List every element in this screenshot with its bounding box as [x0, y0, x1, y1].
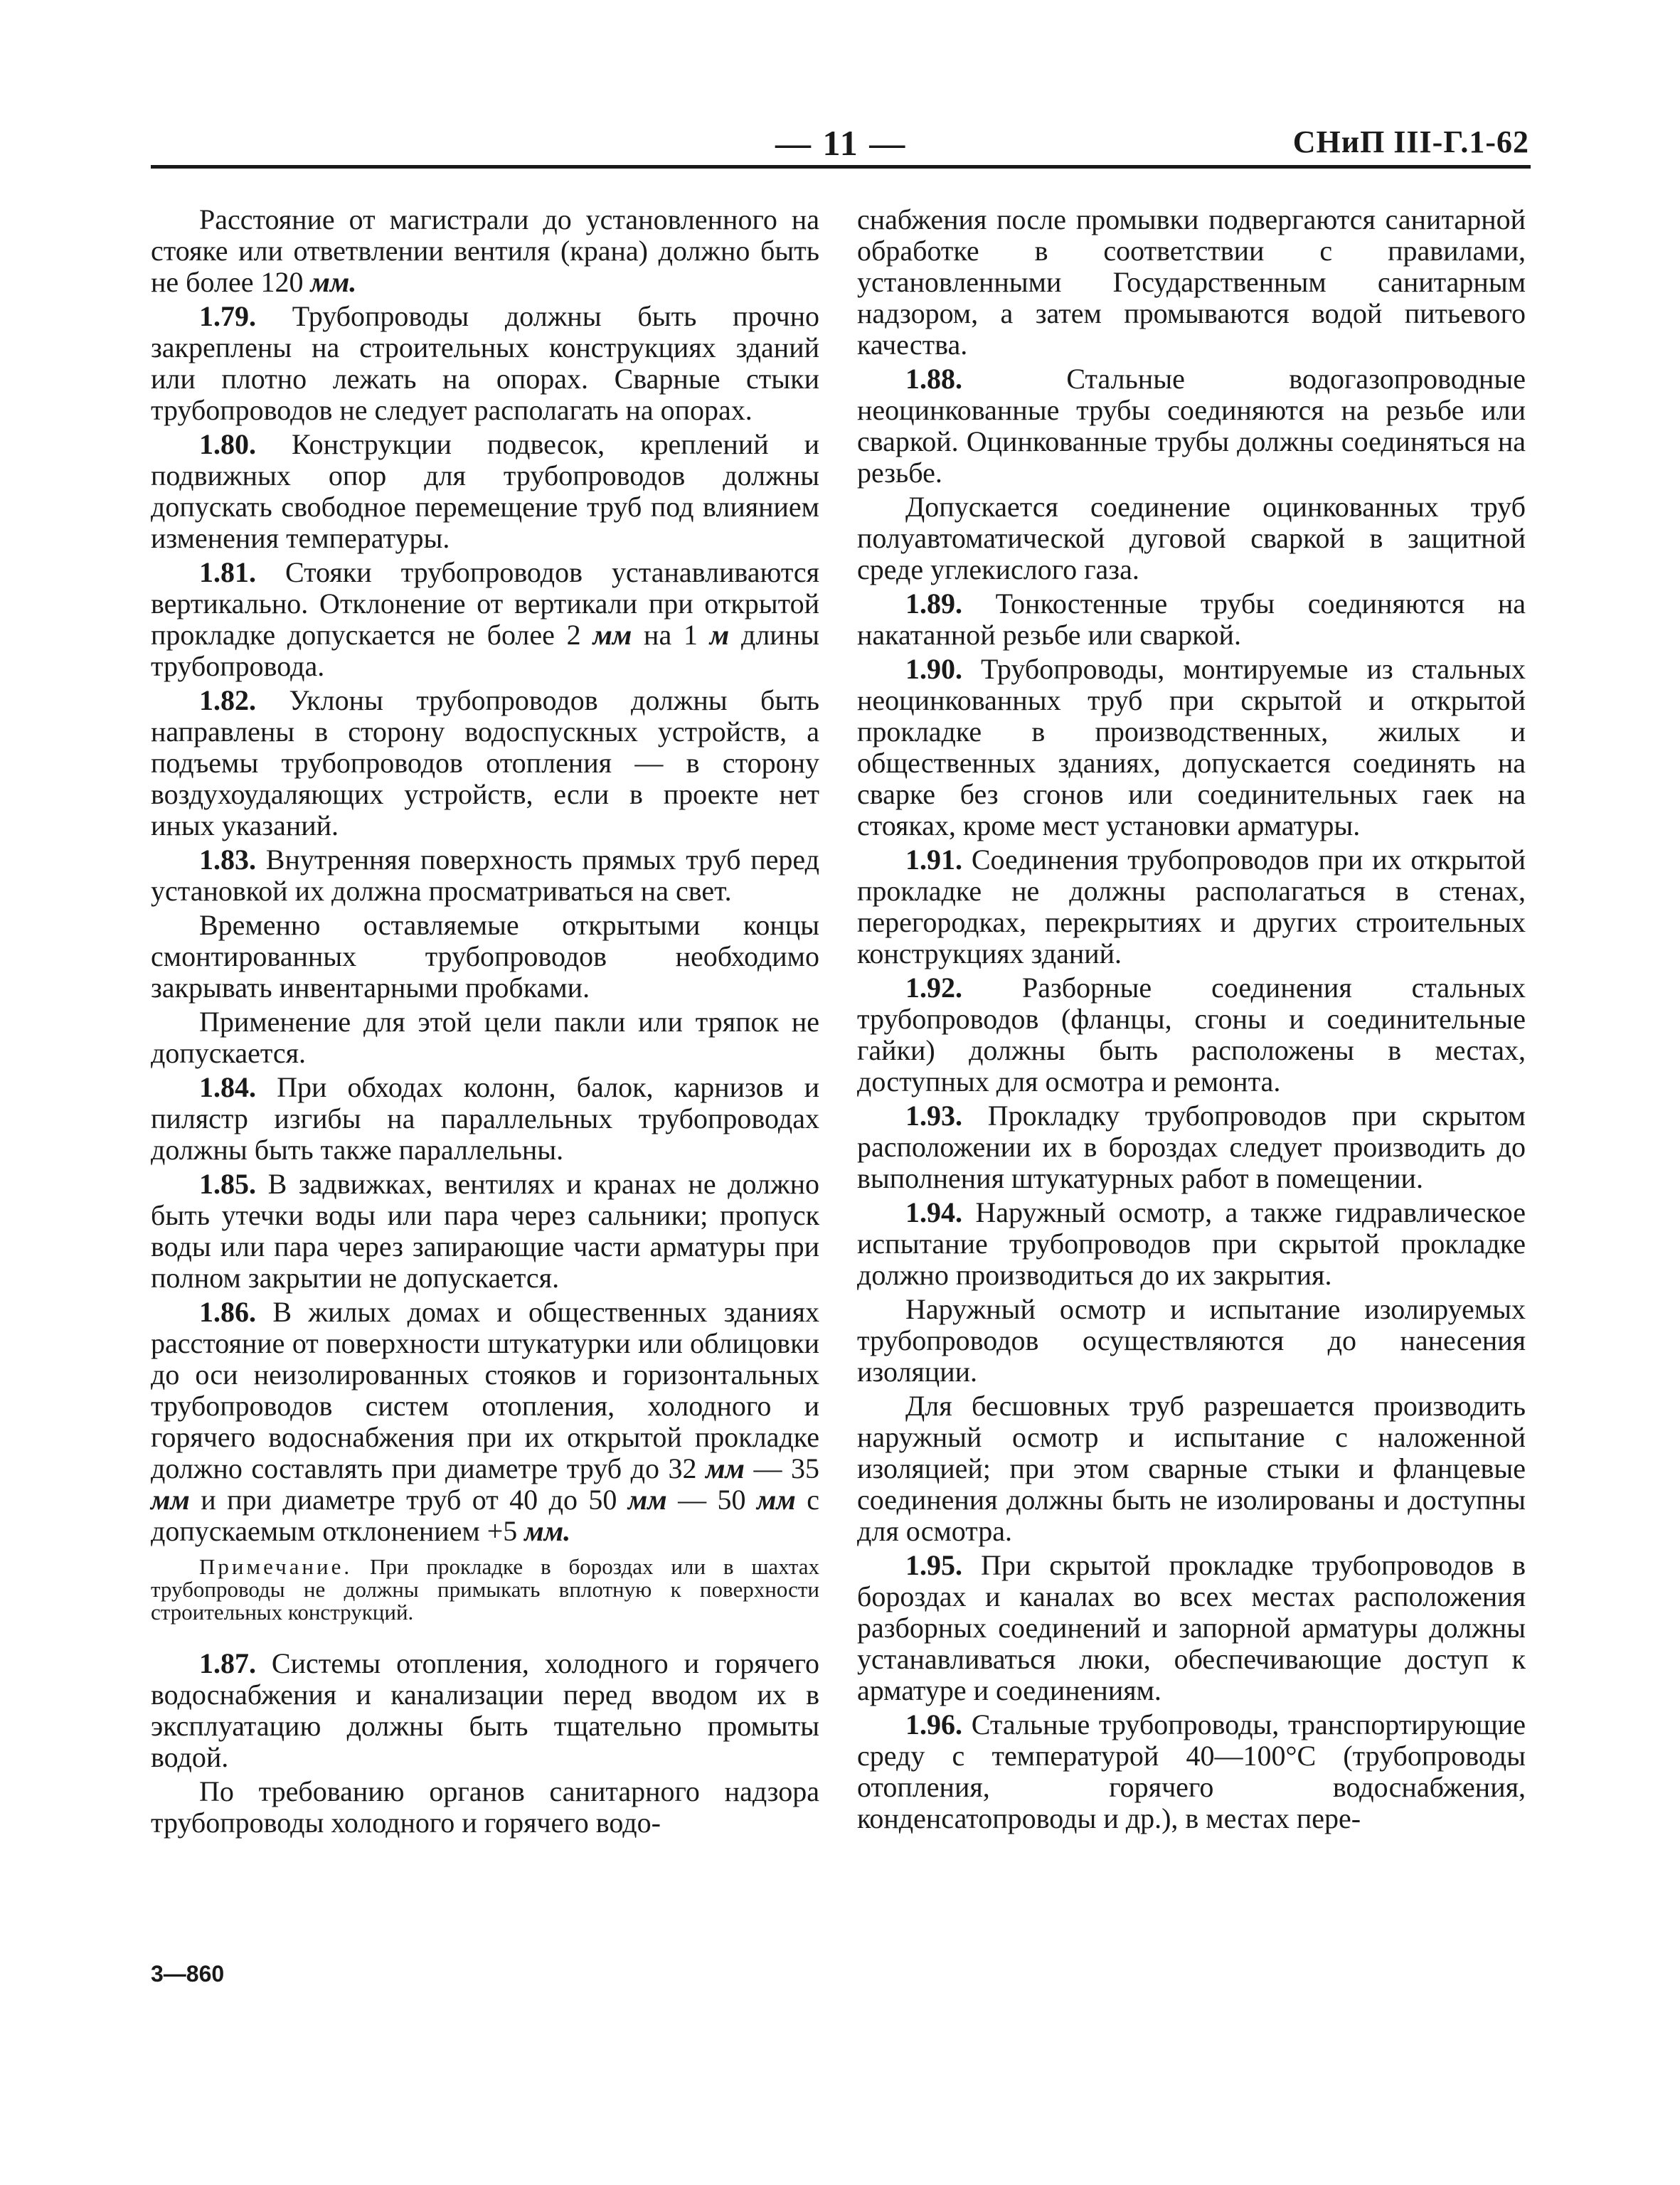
clause-number: 1.89. [905, 588, 962, 620]
clause-number: 1.86. [199, 1296, 256, 1328]
clause-1-94-seamless: Для бесшовных труб разрешается производить наружный осмотр и испытание с наложенной изоляцией; при этом сварные стыки и фланцевые соединения должны быть не изолированы и доступны для осмотра. [857, 1390, 1526, 1547]
clause-1-82: 1.82. Уклоны трубопроводов должны быть направлены в сторону водоспускных устройств, а подъемы трубопроводов отопления — в сторону воздухоудаляющих устройств, если в проекте нет иных указаний. [151, 684, 819, 841]
clause-1-81: 1.81. Стояки трубопроводов устанавливаются вертикально. Отклонение от вертикали при открытой прокладке допускается не более 2 мм на 1 м длины трубопровода. [151, 556, 819, 682]
clause-1-83-tow-prohibited: Применение для этой цели пакли или тряпок не допускается. [151, 1006, 819, 1069]
header-rule [151, 165, 1531, 169]
clause-number: 1.93. [905, 1100, 962, 1132]
clause-1-90: 1.90. Трубопроводы, монтируемые из стальных неоцинкованных труб при скрытой и открытой прокладке в производственных, жилых и общественных зданиях, допускается соединять на сварке без сгонов или соединительных гаек на стояках, кроме мест установки арматуры. [857, 653, 1526, 841]
clause-number: 1.81. [199, 556, 256, 588]
clause-number: 1.95. [905, 1549, 962, 1581]
clause-number: 1.84. [199, 1071, 256, 1103]
document-code: СНиП III-Г.1-62 [1292, 124, 1529, 159]
clause-1-92: 1.92. Разборные соединения стальных трубопроводов (фланцы, сгоны и соединительные гайки) должны быть расположены в местах, доступных для осмотра и ремонта. [857, 972, 1526, 1097]
clause-1-80: 1.80. Конструкции подвесок, креплений и подвижных опор для трубопроводов должны допускать свободное перемещение труб под влиянием изменения температуры. [151, 428, 819, 554]
clause-number: 1.92. [905, 972, 962, 1004]
clause-1-88: 1.88. Стальные водогазопроводные неоцинкованные трубы соединяются на резьбе или сваркой. Оцинкованные трубы должны соединяться на резьбе. [857, 363, 1526, 489]
clause-1-96: 1.96. Стальные трубопроводы, транспортирующие среду с температурой 40—100°С (трубопроводы отопления, горячего водоснабжения, конденсатопроводы и др.), в местах пере- [857, 1708, 1526, 1834]
clause-1-79: 1.79. Трубопроводы должны быть прочно закреплены на строительных конструкциях зданий или плотно лежать на опорах. Сварные стыки трубопроводов не следует располагать на опорах. [151, 300, 819, 426]
clause-number: 1.79. [199, 300, 256, 332]
clause-number: 1.96. [905, 1708, 962, 1740]
clause-1-95: 1.95. При скрытой прокладке трубопроводов в бороздах и каналах во всех местах расположения разборных соединений и запорной арматуры должны устанавливаться люки, обеспечивающие доступ к арматуре и соединениям. [857, 1549, 1526, 1706]
clause-number: 1.82. [199, 684, 256, 716]
clause-number: 1.80. [199, 428, 256, 460]
clause-1-84: 1.84. При обходах колонн, балок, карнизов и пилястр изгибы на параллельных трубопроводах должны быть также параллельны. [151, 1071, 819, 1166]
clause-1-83: 1.83. Внутренняя поверхность прямых труб перед установкой их должна просматриваться на свет. [151, 844, 819, 907]
clause-number: 1.91. [905, 844, 962, 876]
clause-1-87-sanitary: По требованию органов санитарного надзора трубопроводы холодного и горячего водо- [151, 1775, 819, 1839]
clause-number: 1.88. [905, 363, 962, 395]
left-column [151, 204, 819, 1841]
clause-1-93: 1.93. Прокладку трубопроводов при скрытом расположении их в бороздах следует производить до выполнения штукатурных работ в помещении. [857, 1100, 1526, 1194]
clause-1-87: 1.87. Системы отопления, холодного и горячего водоснабжения и канализации перед вводом их в эксплуатацию должны быть тщательно промыты водой. [151, 1647, 819, 1773]
printer-signature-mark: 3—860 [151, 1961, 225, 1987]
clause-1-91: 1.91. Соединения трубопроводов при их открытой прокладке не должны располагаться в стенах, перегородках, перекрытиях и других строительных конструкциях зданий. [857, 844, 1526, 969]
clause-1-86-note: Примечание. При прокладке в бороздах или в шахтах трубопроводы не должны примыкать вплотную к поверхности строительных конструкций. [151, 1554, 819, 1625]
clause-number: 1.83. [199, 844, 256, 876]
clause-1-88-welding: Допускается соединение оцинкованных труб полуавтоматической дуговой сваркой в защитной среде углекислого газа. [857, 491, 1526, 585]
right-column [857, 204, 1526, 1837]
page-number: — 11 — [775, 123, 907, 163]
clause-number: 1.85. [199, 1168, 256, 1200]
clause-1-94: 1.94. Наружный осмотр, а также гидравлическое испытание трубопроводов при скрытой прокладке должно производиться до их закрытия. [857, 1196, 1526, 1291]
paragraph-distance: Расстояние от магистрали до установленного на стояке или ответвлении вентиля (крана) должно быть не более 120 мм. [151, 203, 819, 298]
clause-1-89: 1.89. Тонкостенные трубы соединяются на накатанной резьбе или сваркой. [857, 588, 1526, 651]
clause-1-83-temporary-ends: Временно оставляемые открытыми концы смонтированных трубопроводов необходимо закрывать инвентарными пробками. [151, 909, 819, 1004]
clause-1-85: 1.85. В задвижках, вентилях и кранах не должно быть утечки воды или пара через сальники; пропуск воды или пара через запирающие части арматуры при полном закрытии не допускается. [151, 1168, 819, 1294]
page-header [0, 0, 1680, 171]
clause-number: 1.87. [199, 1647, 256, 1679]
clause-1-94-insulated: Наружный осмотр и испытание изолируемых трубопроводов осуществляются до нанесения изоляции. [857, 1293, 1526, 1388]
clause-1-87-continuation: снабжения после промывки подвергаются санитарной обработке в соответствии с правилами, установленными Государственным санитарным надзором, а затем промываются водой питьевого качества. [857, 203, 1526, 361]
clause-number: 1.90. [905, 653, 962, 685]
note-label: Примечание. [199, 1554, 353, 1579]
clause-number: 1.94. [905, 1196, 962, 1228]
clause-1-86: 1.86. В жилых домах и общественных зданиях расстояние от поверхности штукатурки или облицовки до оси неизолированных стояков и горизонтальных трубопроводов систем отопления, холодного и горячего водоснабжения при их открытой прокладке должно составлять при диаметре труб до 32 мм — 35 мм и при диаметре труб от 40 до 50 мм — 50 мм с допускаемым отклонением +5 мм. [151, 1296, 820, 1547]
